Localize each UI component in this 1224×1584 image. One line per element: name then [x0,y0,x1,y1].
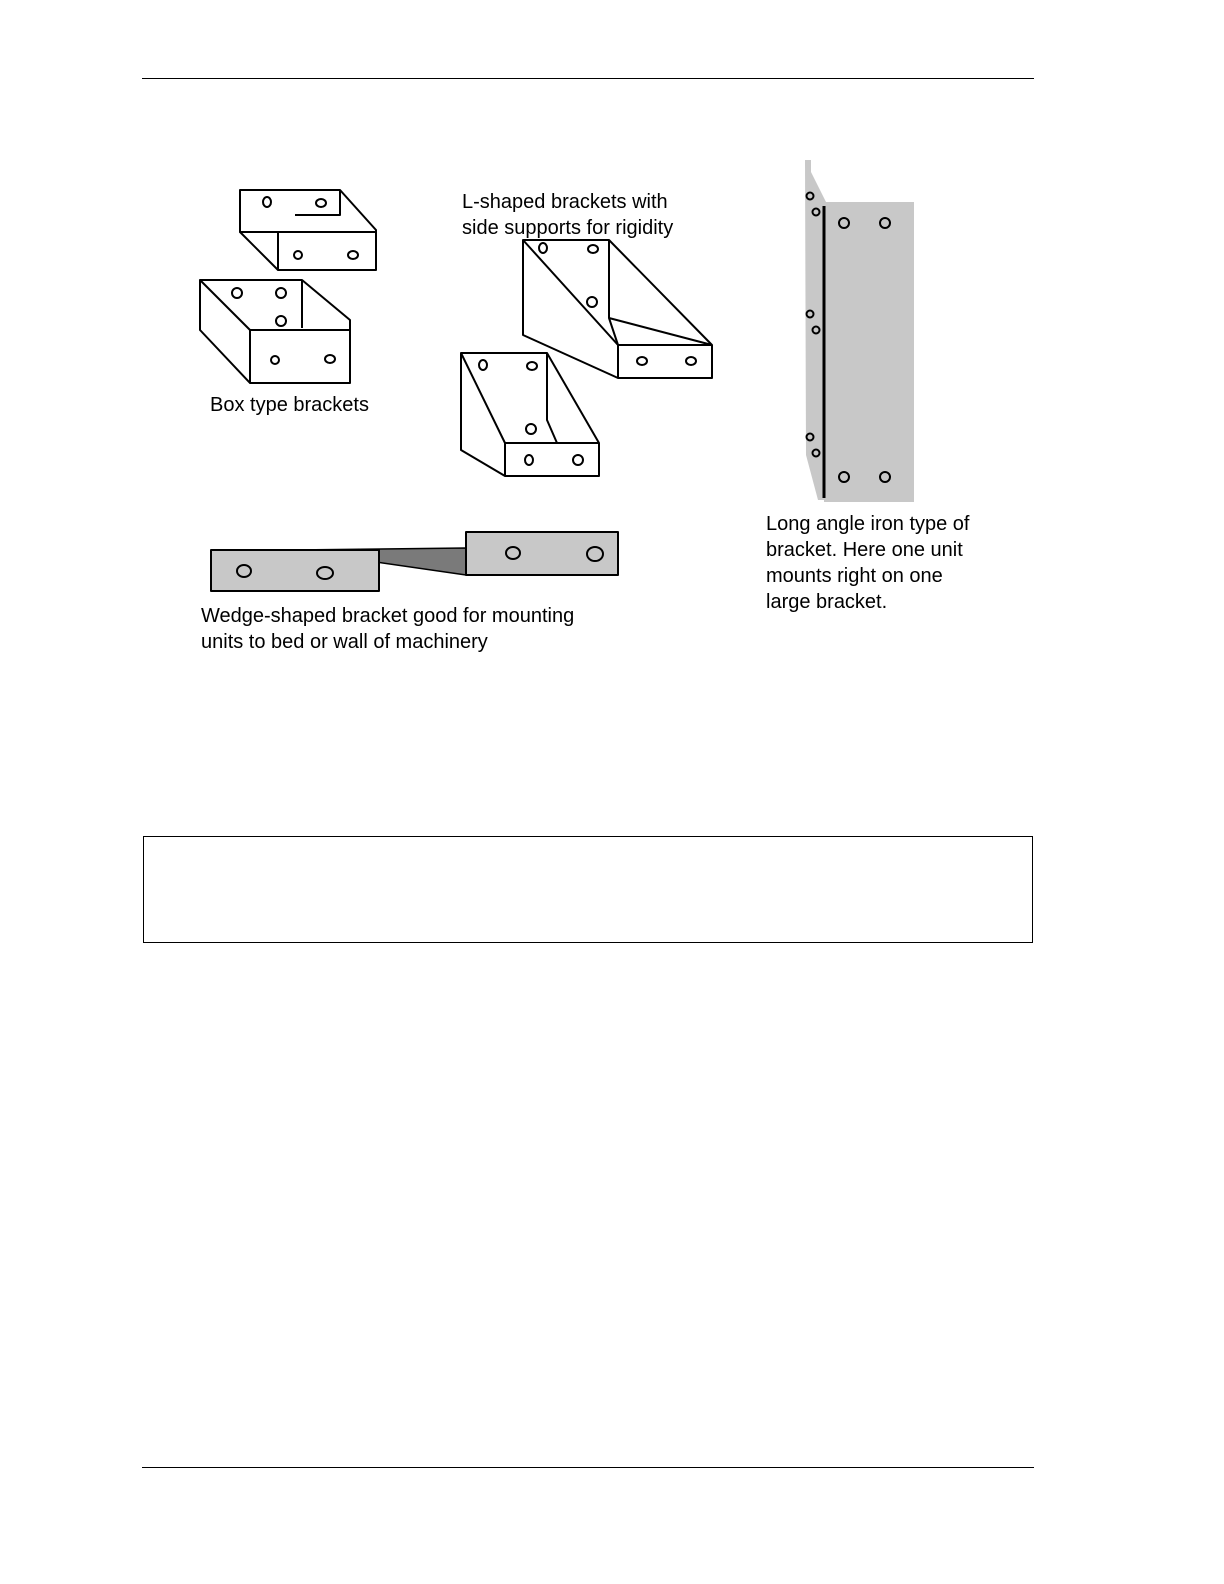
empty-notes-box [143,836,1033,943]
box-bracket-lower [200,280,350,383]
footer-rule [142,1467,1034,1468]
bracket-illustration [0,0,1224,700]
l-bracket-lower [461,353,599,476]
long-angle-bracket [805,160,914,502]
wedge-bracket [211,532,618,591]
l-bracket-upper [523,240,712,378]
long-angle-bracket-caption: Long angle iron type of bracket. Here one unit mounts right on one large bracket. [766,513,970,613]
box-bracket-caption: Box type brackets [210,394,369,416]
box-bracket-upper [240,190,376,270]
l-bracket-caption: L-shaped brackets with side supports for rigidity [462,191,674,239]
wedge-bracket-caption: Wedge-shaped bracket good for mounting units to bed or wall of machinery [201,605,575,653]
